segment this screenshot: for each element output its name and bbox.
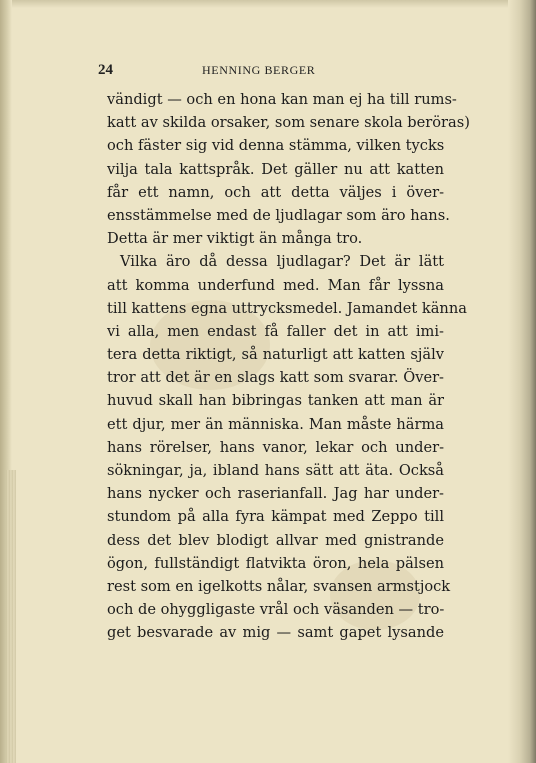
page-number: 24 — [98, 62, 113, 78]
body-text — [107, 88, 470, 645]
text-line: och de ohyggligaste vrål och väsanden — tro- — [107, 601, 445, 619]
text-line: tror att det är en slags katt som svarar. Över- — [107, 369, 444, 387]
text-line: huvud skall han bibringas tanken att man är — [107, 392, 444, 410]
text-line: att komma underfund med. Man får lyssna — [107, 276, 444, 294]
page-stack-edge — [6, 470, 16, 763]
text-line: och fäster sig vid denna stämma, vilken tycks — [107, 137, 445, 155]
text-line: vändigt — och en hona kan man ej ha till rums- — [107, 91, 457, 108]
text-line: ett djur, mer än människa. Man måste härma — [107, 415, 444, 433]
text-line: sökningar, ja, ibland hans sätt att äta. Också — [107, 462, 444, 479]
page-outer-edge — [508, 0, 536, 763]
text-line: dess det blev blodigt allvar med gnistrande — [107, 531, 444, 549]
running-head: HENNING BERGER — [202, 63, 316, 77]
page-top-edge — [0, 0, 536, 8]
text-line: tera detta riktigt, så naturligt att katten själv — [107, 346, 444, 364]
text-line: Detta är mer viktigt än många tro. — [107, 230, 363, 248]
text-line: Vilka äro då dessa ljudlagar? Det är lätt — [120, 253, 444, 271]
text-line: stundom på alla fyra kämpat med Zeppo till — [107, 508, 444, 526]
text-line: får ett namn, och att detta väljes i över- — [107, 183, 444, 201]
text-line: ensstämmelse med de ljudlagar som äro hans. — [107, 206, 450, 224]
text-line: rest som en igelkotts nålar, svansen armstjock — [107, 577, 451, 595]
page-header — [98, 62, 442, 80]
text-line: get besvarade av mig — samt gapet lysande — [107, 624, 444, 642]
text-line: vi alla, men endast få faller det in att imi- — [107, 322, 444, 340]
text-line: till kattens egna uttrycksmedel. Jamandet känna — [107, 299, 467, 317]
text-line: hans rörelser, hans vanor, lekar och under- — [107, 438, 444, 456]
text-line: hans nycker och raserianfall. Jag har under- — [107, 485, 444, 503]
text-line: ögon, fullständigt flatvikta öron, hela pälsen — [107, 554, 444, 572]
text-line: katt av skilda orsaker, som senare skola beröras) — [107, 114, 470, 132]
text-line: vilja tala kattspråk. Det gäller nu att katten — [107, 160, 444, 178]
